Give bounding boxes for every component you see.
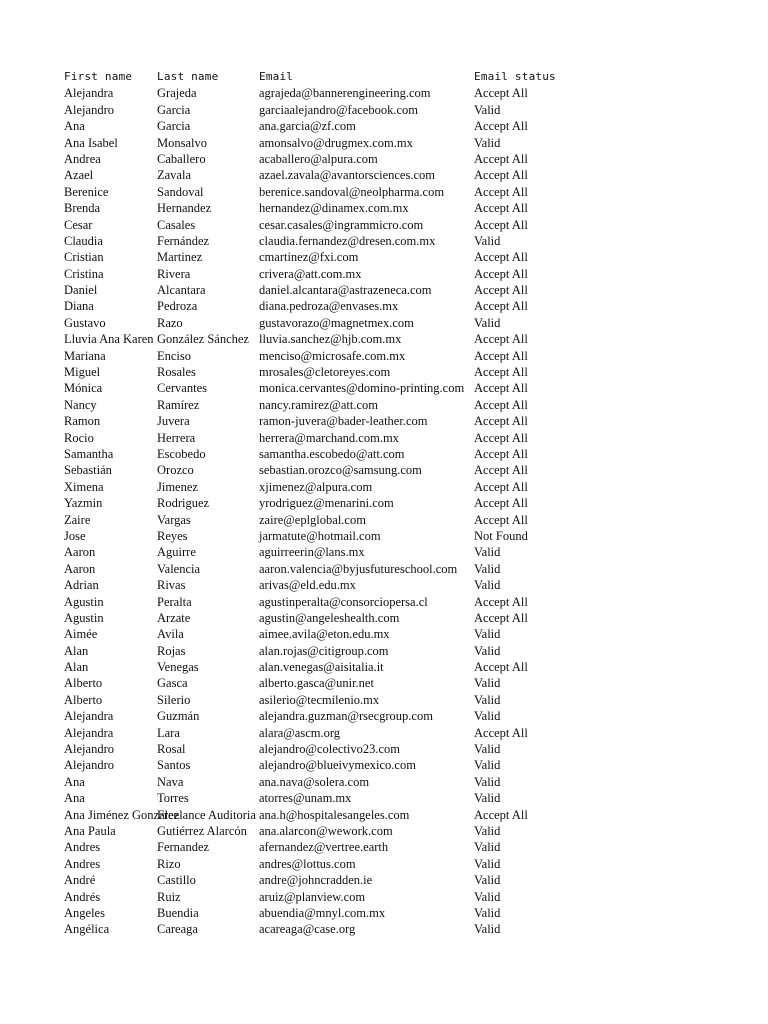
email-cell: agrajeda@bannerengineering.com [259, 86, 431, 101]
last-name-cell: Venegas [157, 660, 199, 675]
email-cell: alejandro@blueivymexico.com [259, 758, 416, 773]
email-status-cell: Accept All [474, 168, 528, 183]
table-row [64, 839, 744, 855]
email-status-cell: Valid [474, 233, 501, 248]
table-row [64, 282, 744, 298]
email-cell: crivera@att.com.mx [259, 266, 362, 281]
first-name-cell: Cristina [64, 266, 104, 281]
table-row [64, 331, 744, 347]
first-name-cell: Alejandro [64, 758, 114, 773]
first-name-cell: Samantha [64, 446, 114, 461]
last-name-cell: Razo [157, 315, 183, 330]
first-name-cell: Diana [64, 299, 94, 314]
first-name-cell: Ana [64, 119, 85, 134]
email-status-cell: Valid [474, 627, 501, 642]
table-row [64, 708, 744, 724]
last-name-cell: Monsalvo [157, 135, 207, 150]
email-status-cell: Accept All [474, 365, 528, 380]
email-cell: abuendia@mnyl.com.mx [259, 905, 386, 920]
last-name-cell: Arzate [157, 610, 191, 625]
email-status-cell: Accept All [474, 496, 528, 511]
table-row [64, 544, 744, 560]
last-name-cell: Casales [157, 217, 196, 232]
last-name-cell: Garcia [157, 119, 191, 134]
table-row [64, 643, 744, 659]
email-status-cell: Accept All [474, 446, 528, 461]
table-row [64, 266, 744, 282]
first-name-cell: Andrea [64, 151, 101, 166]
table-row [64, 479, 744, 495]
email-cell: alara@ascm.org [259, 725, 341, 740]
table-row [64, 626, 744, 642]
email-cell: arivas@eld.edu.mx [259, 578, 356, 593]
first-name-cell: Jose [64, 528, 86, 543]
last-name-cell: Santos [157, 758, 191, 773]
email-status-cell: Accept All [474, 430, 528, 445]
last-name-cell: Caballero [157, 151, 206, 166]
table-row [64, 85, 744, 101]
email-status-cell: Valid [474, 791, 501, 806]
table-row [64, 397, 744, 413]
first-name-cell: Andres [64, 840, 101, 855]
email-cell: monica.cervantes@domino-printing.com [259, 381, 465, 396]
first-name-cell: Alejandro [64, 742, 114, 757]
email-status-cell: Valid [474, 315, 501, 330]
last-name-cell: Reyes [157, 528, 188, 543]
last-name-cell: Rojas [157, 643, 186, 658]
last-name-cell: Nava [157, 774, 184, 789]
table-row [64, 413, 744, 429]
first-name-cell: Ana Isabel [64, 135, 118, 150]
table-row [64, 675, 744, 691]
table-row [64, 741, 744, 757]
header-row [64, 69, 744, 85]
email-status-cell: Valid [474, 840, 501, 855]
email-cell: alan.rojas@citigroup.com [259, 643, 389, 658]
first-name-cell: Mónica [64, 381, 103, 396]
table-row [64, 823, 744, 839]
email-status-cell: Valid [474, 102, 501, 117]
table-row [64, 167, 744, 183]
table-row [64, 380, 744, 396]
email-cell: menciso@microsafe.com.mx [259, 348, 406, 363]
first-name-cell: Mariana [64, 348, 106, 363]
table-row [64, 118, 744, 134]
email-cell: cesar.casales@ingrammicro.com [259, 217, 424, 232]
first-name-cell: Lluvia Ana Karen [64, 332, 154, 347]
table-row [64, 905, 744, 921]
first-name-cell: Andres [64, 856, 101, 871]
email-cell: mrosales@cletoreyes.com [259, 365, 391, 380]
table-row [64, 577, 744, 593]
email-cell: alberto.gasca@unir.net [259, 676, 374, 691]
last-name-cell: Rivera [157, 266, 191, 281]
table-row [64, 348, 744, 364]
first-name-cell: Cristian [64, 250, 104, 265]
email-cell: aaron.valencia@byjusfutureschool.com [259, 561, 458, 576]
email-cell: xjimenez@alpura.com [259, 479, 373, 494]
email-status-cell: Accept All [474, 725, 528, 740]
email-cell: amonsalvo@drugmex.com.mx [259, 135, 413, 150]
email-status-cell: Valid [474, 692, 501, 707]
table-row [64, 315, 744, 331]
email-status-cell: Accept All [474, 201, 528, 216]
last-name-cell: Cervantes [157, 381, 207, 396]
table-row [64, 790, 744, 806]
table-row [64, 872, 744, 888]
table-row [64, 135, 744, 151]
email-status-cell: Valid [474, 873, 501, 888]
table-row [64, 610, 744, 626]
last-name-cell: Sandoval [157, 184, 204, 199]
last-name-cell: Escobedo [157, 446, 206, 461]
last-name-cell: Vargas [157, 512, 191, 527]
table-row [64, 102, 744, 118]
first-name-cell: Berenice [64, 184, 109, 199]
email-cell: alejandro@colectivo23.com [259, 742, 400, 757]
first-name-cell: Miguel [64, 365, 101, 380]
last-name-cell: Rivas [157, 578, 186, 593]
email-cell: nancy.ramirez@att.com [259, 397, 378, 412]
table-row [64, 151, 744, 167]
email-status-cell: Accept All [474, 86, 528, 101]
email-cell: ramon-juvera@bader-leather.com [259, 414, 428, 429]
email-header: Email [259, 70, 294, 83]
table-row [64, 430, 744, 446]
last-name-cell: Jimenez [157, 479, 198, 494]
table-row [64, 233, 744, 249]
first-name-cell: Agustin [64, 594, 104, 609]
last-name-cell: Castillo [157, 873, 196, 888]
first-name-cell: Nancy [64, 397, 97, 412]
last-name-cell: Freelance Auditoria [157, 807, 256, 822]
table-row [64, 446, 744, 462]
email-status-cell: Accept All [474, 610, 528, 625]
table-row [64, 217, 744, 233]
email-status-cell: Valid [474, 774, 501, 789]
email-status-cell: Accept All [474, 151, 528, 166]
email-cell: aguirreerin@lans.mx [259, 545, 365, 560]
email-status-cell: Valid [474, 742, 501, 757]
email-cell: garciaalejandro@facebook.com [259, 102, 418, 117]
first-name-cell: Alejandra [64, 86, 114, 101]
email-cell: acareaga@case.org [259, 922, 356, 937]
last-name-cell: Ramírez [157, 397, 200, 412]
first-name-cell: André [64, 873, 96, 888]
last-name-cell: Herrera [157, 430, 196, 445]
first-name-cell: Ana [64, 774, 85, 789]
email-cell: daniel.alcantara@astrazeneca.com [259, 283, 432, 298]
table-row [64, 807, 744, 823]
table-row [64, 659, 744, 675]
table-row [64, 757, 744, 773]
email-cell: acaballero@alpura.com [259, 151, 378, 166]
last-name-cell: Guzmán [157, 709, 200, 724]
last-name-cell: Buendia [157, 905, 199, 920]
email-status-cell: Valid [474, 545, 501, 560]
email-status-cell: Valid [474, 135, 501, 150]
email-cell: azael.zavala@avantorsciences.com [259, 168, 435, 183]
table-row [64, 298, 744, 314]
email-cell: aruiz@planview.com [259, 889, 366, 904]
last-name-cell: Rosal [157, 742, 186, 757]
first-name-cell: Angeles [64, 905, 105, 920]
email-status-cell: Accept All [474, 217, 528, 232]
email-cell: ana.garcia@zf.com [259, 119, 356, 134]
last-name-cell: Aguirre [157, 545, 196, 560]
email-status-cell: Accept All [474, 807, 528, 822]
last-name-cell: Peralta [157, 594, 192, 609]
email-status-cell: Accept All [474, 479, 528, 494]
email-cell: ana.nava@solera.com [259, 774, 370, 789]
email-status-cell: Valid [474, 561, 501, 576]
first-name-cell: Rocio [64, 430, 94, 445]
email-cell: ana.h@hospitalesangeles.com [259, 807, 410, 822]
email-status-cell: Valid [474, 676, 501, 691]
last-name-cell: Ruiz [157, 889, 181, 904]
email-cell: jarmatute@hotmail.com [259, 528, 381, 543]
email-status-cell: Accept All [474, 119, 528, 134]
first-name-cell: Alejandra [64, 709, 114, 724]
table-row [64, 200, 744, 216]
email-cell: ana.alarcon@wework.com [259, 823, 393, 838]
first-name-cell: Cesar [64, 217, 93, 232]
first-name-cell: Aimée [64, 627, 98, 642]
last-name-cell: Orozco [157, 463, 194, 478]
email-status-cell: Accept All [474, 299, 528, 314]
email-status-cell: Valid [474, 856, 501, 871]
last-name-cell: Fernandez [157, 840, 210, 855]
contacts-sheet [64, 69, 744, 938]
first-name-cell: Adrian [64, 578, 99, 593]
email-cell: aimee.avila@eton.edu.mx [259, 627, 390, 642]
email-status-cell: Valid [474, 922, 501, 937]
email-status-cell: Not Found [474, 528, 528, 543]
table-row [64, 774, 744, 790]
first-name-cell: Ximena [64, 479, 104, 494]
first-name-cell: Ana Jiménez Gonzalez [64, 807, 180, 822]
email-cell: asilerio@tecmilenio.mx [259, 692, 380, 707]
last-name-cell: Grajeda [157, 86, 197, 101]
table-row [64, 921, 744, 937]
first-name-cell: Angélica [64, 922, 110, 937]
first-name-cell: Ana [64, 791, 85, 806]
table-row [64, 889, 744, 905]
last-name-cell: Garcia [157, 102, 191, 117]
rows-container [64, 85, 744, 937]
first-name-cell: Alberto [64, 676, 103, 691]
last-name-cell: Juvera [157, 414, 190, 429]
email-status-cell: Valid [474, 905, 501, 920]
last-name-cell: Gasca [157, 676, 188, 691]
first-name-cell: Ana Paula [64, 823, 116, 838]
email-cell: cmartinez@fxi.com [259, 250, 359, 265]
table-row [64, 462, 744, 478]
first-name-cell: Yazmin [64, 496, 103, 511]
last-name-cell: Careaga [157, 922, 198, 937]
table-row [64, 561, 744, 577]
table-row [64, 495, 744, 511]
first-name-cell: Alejandro [64, 102, 114, 117]
last-name-cell: Pedroza [157, 299, 198, 314]
first-name-cell: Alberto [64, 692, 103, 707]
email-status-cell: Valid [474, 758, 501, 773]
first-name-cell: Aaron [64, 561, 96, 576]
email-cell: hernandez@dinamex.com.mx [259, 201, 409, 216]
first-name-cell: Ramon [64, 414, 101, 429]
email-status-cell: Accept All [474, 463, 528, 478]
email-cell: lluvia.sanchez@hjb.com.mx [259, 332, 402, 347]
email-cell: zaire@eplglobal.com [259, 512, 366, 527]
first-name-cell: Azael [64, 168, 94, 183]
last-name-cell: Rodriguez [157, 496, 210, 511]
first-name-cell: Aaron [64, 545, 96, 560]
email-cell: andre@johncradden.ie [259, 873, 373, 888]
email-cell: claudia.fernandez@dresen.com.mx [259, 233, 436, 248]
email-status-cell: Accept All [474, 348, 528, 363]
email-status-cell: Accept All [474, 397, 528, 412]
email-status-cell: Accept All [474, 266, 528, 281]
email-status-cell: Accept All [474, 594, 528, 609]
email-status-cell: Accept All [474, 184, 528, 199]
last-name-cell: Valencia [157, 561, 201, 576]
last-name-cell: Lara [157, 725, 180, 740]
last-name-cell: Enciso [157, 348, 192, 363]
email-cell: agustinperalta@consorciopersa.cl [259, 594, 428, 609]
first-name-cell: Agustin [64, 610, 104, 625]
email-status-cell: Accept All [474, 332, 528, 347]
email-cell: sebastian.orozco@samsung.com [259, 463, 422, 478]
email-cell: yrodriguez@menarini.com [259, 496, 394, 511]
first-name-cell: Zaire [64, 512, 91, 527]
email-cell: agustin@angeleshealth.com [259, 610, 400, 625]
first-name-cell: Sebastián [64, 463, 112, 478]
last-name-cell: Hernandez [157, 201, 212, 216]
email-status-cell: Accept All [474, 512, 528, 527]
table-row [64, 528, 744, 544]
email-cell: gustavorazo@magnetmex.com [259, 315, 414, 330]
table-row [64, 184, 744, 200]
first-name-cell: Alan [64, 643, 89, 658]
email-status-cell: Valid [474, 643, 501, 658]
last-name-cell: Silerio [157, 692, 191, 707]
first-name-cell: Gustavo [64, 315, 106, 330]
email-status-cell: Valid [474, 578, 501, 593]
email-status-cell: Accept All [474, 660, 528, 675]
last-name-cell: Torres [157, 791, 189, 806]
email-status-cell: Accept All [474, 381, 528, 396]
email-cell: afernandez@vertree.earth [259, 840, 389, 855]
email-cell: diana.pedroza@envases.mx [259, 299, 399, 314]
table-row [64, 725, 744, 741]
last-name-cell: Rosales [157, 365, 196, 380]
first-name-cell: Alan [64, 660, 89, 675]
email-status-cell: Valid [474, 823, 501, 838]
email-cell: atorres@unam.mx [259, 791, 352, 806]
table-row [64, 856, 744, 872]
last-name-cell: Fernández [157, 233, 210, 248]
first-name-header: First name [64, 70, 133, 83]
last-name-cell: González Sánchez [157, 332, 249, 347]
email-status-header: Email status [474, 70, 556, 83]
first-name-cell: Brenda [64, 201, 101, 216]
first-name-cell: Daniel [64, 283, 98, 298]
table-row [64, 594, 744, 610]
first-name-cell: Andrés [64, 889, 101, 904]
last-name-cell: Rizo [157, 856, 181, 871]
last-name-cell: Avila [157, 627, 184, 642]
email-cell: herrera@marchand.com.mx [259, 430, 399, 445]
email-status-cell: Accept All [474, 250, 528, 265]
email-cell: berenice.sandoval@neolpharma.com [259, 184, 445, 199]
table-row [64, 249, 744, 265]
last-name-header: Last name [157, 70, 219, 83]
last-name-cell: Alcantara [157, 283, 206, 298]
table-row [64, 364, 744, 380]
email-cell: alan.venegas@aisitalia.it [259, 660, 384, 675]
first-name-cell: Claudia [64, 233, 103, 248]
last-name-cell: Zavala [157, 168, 192, 183]
email-status-cell: Valid [474, 709, 501, 724]
table-row [64, 512, 744, 528]
email-cell: alejandra.guzman@rsecgroup.com [259, 709, 433, 724]
email-status-cell: Accept All [474, 414, 528, 429]
last-name-cell: Gutiérrez Alarcón [157, 823, 247, 838]
first-name-cell: Alejandra [64, 725, 114, 740]
email-cell: andres@lottus.com [259, 856, 356, 871]
last-name-cell: Martinez [157, 250, 203, 265]
table-row [64, 692, 744, 708]
email-cell: samantha.escobedo@att.com [259, 446, 405, 461]
email-status-cell: Valid [474, 889, 501, 904]
email-status-cell: Accept All [474, 283, 528, 298]
